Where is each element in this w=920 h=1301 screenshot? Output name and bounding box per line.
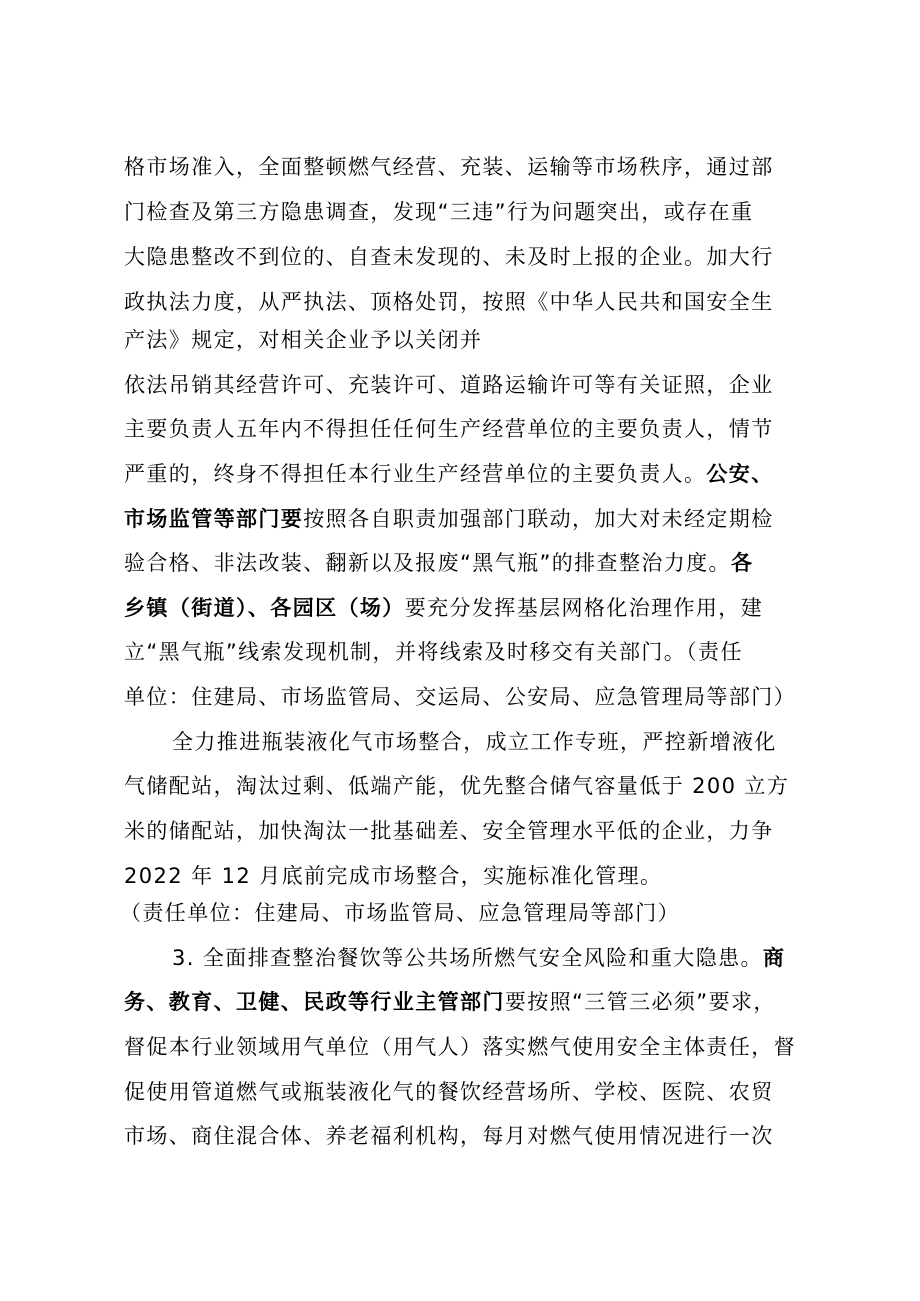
text-line: 督促本行业领域用气单位（用气人）落实燃气使用安全主体责任，督 [124, 1035, 796, 1059]
text-run: 严重的，终身不得担任本行业生产经营单位的主要负责人。 [124, 462, 707, 486]
section-heading-line [172, 943, 785, 973]
text-run: 验合格、非法改装、翻新以及报废“黑气瓶”的排查整治力度。 [124, 551, 731, 575]
paragraph-first-line: 全力推进瓶装液化气市场整合，成立工作专班，严控新增液化 [172, 730, 777, 754]
text-line: 2022 年 12 月底前完成市场整合，实施标准化管理。 [124, 864, 663, 888]
text-line: 市场、商住混合体、养老福利机构，每月对燃气使用情况进行一次 [124, 1124, 774, 1148]
text-run: 要按照“三管三必须”要求， [504, 990, 776, 1014]
text-line: 立“黑气瓶”线索发现机制，并将线索及时移交有关部门。（责任 [124, 640, 743, 664]
text-line [124, 593, 763, 623]
text-run: 按照各自职责加强部门联动，加大对未经定期检 [303, 507, 774, 531]
text-line: 促使用管道燃气或瓶装液化气的餐饮经营场所、学校、医院、农贸 [124, 1080, 774, 1104]
bold-text-run: 乡镇（街道）、各园区（场） [124, 596, 405, 620]
bold-text-run: 公安、 [706, 462, 774, 486]
text-run: 要充分发挥基层网格化治理作用，建 [404, 596, 764, 620]
text-line [124, 548, 753, 578]
text-line: 气储配站，淘汰过剩、低端产能，优先整合储气容量低于 200 立方 [124, 774, 790, 798]
text-line: 产法》规定，对相关企业予以关闭并 [124, 328, 483, 352]
bold-text-run: 各 [730, 551, 754, 575]
text-line: 米的储配站，加快淘汰一批基础差、安全管理水平低的企业，力争 [124, 819, 774, 843]
text-line: 主要负责人五年内不得担任任何生产经营单位的主要负责人，情节 [124, 417, 774, 441]
bold-text-run: 务、教育、卫健、民政等行业主管部门 [124, 990, 505, 1014]
text-line [124, 504, 774, 534]
text-line [124, 459, 774, 489]
text-line: 格市场准入，全面整顿燃气经营、充装、运输等市场秩序，通过部 [124, 155, 774, 179]
bold-text-run: 商 [762, 946, 786, 970]
text-line: 单位：住建局、市场监管局、交运局、公安局、应急管理局等部门） [124, 685, 796, 709]
responsibility-note: （责任单位：住建局、市场监管局、应急管理局等部门） [120, 901, 680, 925]
text-line: 政执法力度，从严执法、顶格处罚，按照《中华人民共和国安全生 [124, 290, 774, 314]
section-heading: 3. 全面排查整治餐饮等公共场所燃气安全风险和重大隐患。 [172, 946, 763, 970]
text-line [124, 987, 776, 1017]
bold-text-run: 市场监管等部门要 [124, 507, 304, 531]
text-line: 门检查及第三方隐患调查，发现“三违”行为问题突出，或存在重 [124, 200, 754, 224]
text-line: 依法吊销其经营许可、充装许可、道路运输许可等有关证照，企业 [124, 373, 774, 397]
text-line: 大隐患整改不到位的、自查未发现的、未及时上报的企业。加大行 [124, 245, 774, 269]
